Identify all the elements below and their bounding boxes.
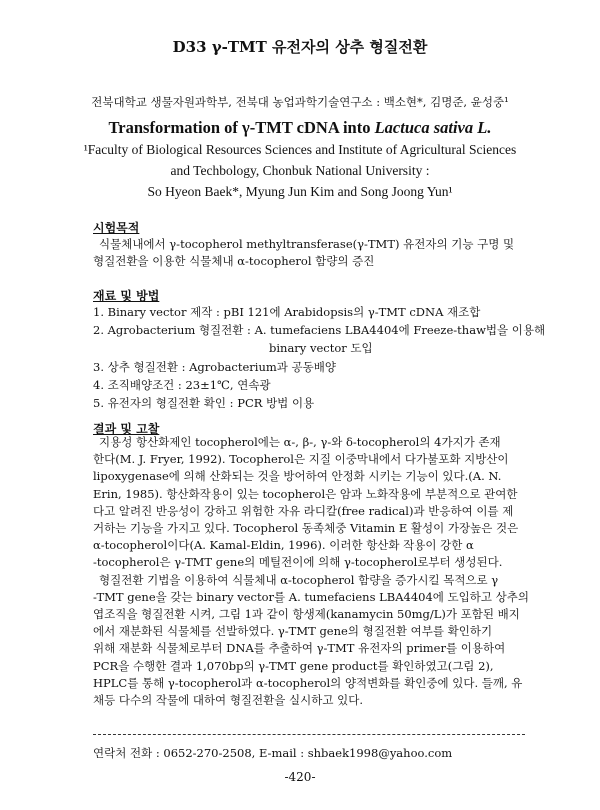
section-heading-objective: 시험목적 — [93, 221, 140, 235]
method-item: 3. 상추 형질전환 : Agrobacterium과 공동배양 — [93, 359, 336, 374]
text-line: 거하는 기능을 가지고 있다. Tocopherol 동족체중 Vitamin E 활성이 가장높은 것은 — [93, 521, 519, 536]
text-line: 다고 알려진 반응성이 강하고 위험한 자유 라디칼(free radical)과 반응하여 이를 제 — [93, 503, 514, 518]
english-affiliation-line: and Techbology, Chonbuk National University : — [170, 163, 430, 178]
korean-authors: 전북대학교 생물자원과학부, 전북대 농업과학기술연구소 : 백소현*, 김명준, 윤성중¹ — [91, 95, 509, 109]
english-affiliation-line: ¹Faculty of Biological Resources Sciences and Institute of Agricultural Sciences — [83, 142, 517, 157]
footer-divider — [93, 734, 525, 735]
text-line: 에서 재분화된 식물체를 선발하였다. γ-TMT gene의 형질전환 여부를 확인하기 — [93, 624, 493, 639]
method-item: 1. Binary vector 제작 : pBI 121에 Arabidopsis의 γ-TMT cDNA 재조합 — [93, 305, 481, 319]
method-item: 2. Agrobacterium 형질전환 : A. tumefaciens LBA4404에 Freeze-thaw법을 이용해 — [93, 323, 546, 338]
method-item-continuation: binary vector 도입 — [269, 341, 373, 356]
methods-list — [93, 303, 545, 412]
text-line: HPLC를 통해 γ-tocopherol과 α-tocopherol의 양적변화를 확인중에 있다. 들깨, 유 — [93, 675, 523, 690]
contact-info: 연락처 전화 : 0652-270-2508, E-mail : shbaek1998@yahoo.com — [93, 746, 453, 760]
text-line: 식물체내에서 γ-tocopherol methyltransferase(γ-TMT) 유전자의 기능 구명 및 — [99, 237, 515, 251]
section-heading-methods: 재료 및 방법 — [93, 289, 160, 303]
text-line: lipoxygenase에 의해 산화되는 것을 방어하여 안정화 시키는 기능이 있다.(A. N. — [93, 469, 502, 484]
text-line: 한다(M. J. Fryer, 1992). Tocopherol은 지질 이중막내에서 다가불포화 지방산이 — [93, 452, 509, 467]
objective-text — [93, 236, 514, 270]
method-item: 5. 유전자의 형질전환 확인 : PCR 방법 이용 — [93, 396, 315, 411]
results-text — [93, 434, 529, 709]
text-line: 위해 재분화 식물체로부터 DNA를 추출하여 γ-TMT 유전자의 primer를 이용하여 — [93, 641, 506, 656]
text-line: PCR을 수행한 결과 1,070bp의 γ-TMT gene product를 확인하였고(그림 2), — [93, 658, 494, 673]
english-title-prefix: Transformation of γ-TMT cDNA into — [108, 118, 375, 137]
text-line: 채등 다수의 작물에 대하여 형질전환을 실시하고 있다. — [93, 693, 363, 708]
text-line: 형질전환 기법을 이용하여 식물체내 α-tocopherol 함량을 증가시킬 목적으로 γ — [99, 572, 499, 587]
korean-title: D33 γ-TMT 유전자의 상추 형질전환 — [172, 38, 428, 56]
text-line: -TMT gene을 갖는 binary vector를 A. tumefaciens LBA4404에 도입하고 상추의 — [93, 589, 529, 604]
page-number: -420- — [284, 770, 316, 784]
text-line: α-tocopherol이다(A. Kamal-Eldin, 1996). 이러한 항산화 작용이 강한 α — [93, 538, 474, 553]
text-line: 지용성 항산화제인 tocopherol에는 α-, β-, γ-와 δ-tocopherol의 4가지가 존재 — [99, 435, 501, 449]
text-line: 형질전환을 이용한 식물체내 α-tocopherol 함량의 증진 — [93, 254, 375, 269]
english-authors: So Hyeon Baek*, Myung Jun Kim and Song Joong Yun¹ — [147, 184, 453, 199]
text-line: -tocopherol은 γ-TMT gene의 메틸전이에 의해 γ-tocopherol로부터 생성된다. — [93, 555, 503, 570]
english-title — [0, 118, 600, 138]
section-heading-results: 결과 및 고찰 — [93, 422, 160, 436]
species-name: Lactuca sativa L. — [374, 118, 492, 137]
text-line: 엽조직을 형질전환 시켜, 그림 1과 같이 항생제(kanamycin 50mg/L)가 포함된 배지 — [93, 607, 520, 622]
text-line: Erin, 1985). 항산화작용이 있는 tocopherol은 암과 노화작용에 부분적으로 관여한 — [93, 486, 518, 501]
method-item: 4. 조직배양조건 : 23±1℃, 연속광 — [93, 377, 271, 392]
